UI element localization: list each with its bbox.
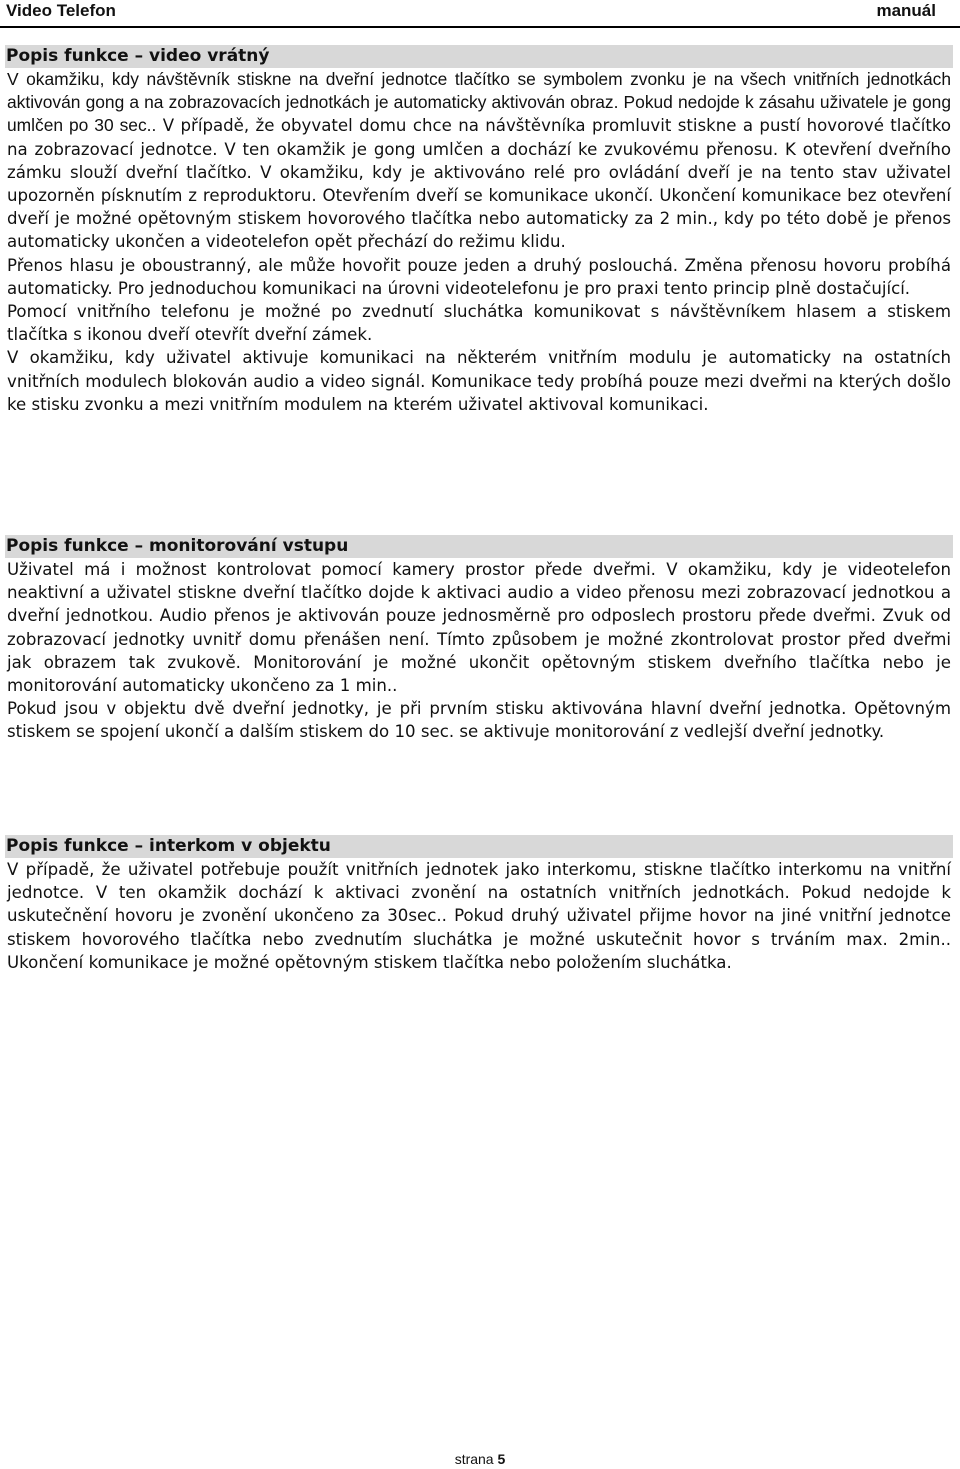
paragraph: Pokud jsou v objektu dvě dveřní jednotky, je při prvním stisku aktivována hlavní dveřní jednotka. Opětovným stiskem se spojení ukončí a dalším stiskem do 10 sec. se aktivuje monitorování z vedlejší dveřní jednotky. [7, 699, 951, 742]
document-title: Video Telefon [6, 1, 116, 20]
section-video-doorman [7, 45, 951, 416]
paragraph-text: V okamžiku, kdy návštěvník stiskne na dveřní jednotce tlačítko se symbolem zvonku je na všech vnitřních jednotkách aktivován gong a na zobrazovacích jednotkách je automaticky aktivován obraz. Pokud nedojde k zásahu uživatele je gong umlčen po 30 sec.. [7, 69, 951, 136]
document-type-label: manuál [876, 1, 936, 20]
page-footer [0, 1451, 960, 1467]
paragraph: V případě, že uživatel potřebuje použít vnitřních jednotek jako interkomu, stiskne tlačítko interkomu na vnitřní jednotce. V ten okamžik dochází k aktivaci zvonění na ostatních vnitřních jednotkách. Pokud nedojde k uskutečnění hovoru je zvonění ukončeno za 30sec.. Pokud druhý uživatel přijme hovor na jiné vnitřní jednotce stiskem hovorového tlačítka nebo zvednutím sluchátka je možné uskutečnit hovor s trváním max. 2min.. Ukončení komunikace je možné opětovným stiskem tlačítka nebo položením sluchátka. [7, 860, 951, 972]
paragraph: Přenos hlasu je oboustranný, ale může hovořit pouze jeden a druhý poslouchá. Změna přenosu hovoru probíhá automaticky. Pro jednoduchou komunikaci na úrovni videotelefonu je pro praxi tento princip plně dostačující. [7, 255, 951, 298]
page-number: 5 [497, 1451, 506, 1467]
paragraph-text: V případě, že obyvatel domu chce na návštěvníka promluvit stiskne a pustí hovorové tlačítko na zobrazovací jednotce. V ten okamžik je gong umlčen a dochází ke zvukovému přenosu. K otevření dveřního zámku slouží dveřní tlačítko. V okamžiku, kdy je aktivováno relé pro ovládání dveří je na tento stav uživatel upozorněn písknutím z reproduktoru. Otevřením dveří se komunikace ukončí. Ukončení komunikace bez otevření dveří je možné opětovným stiskem hovorového tlačítka nebo automaticky za 2 min., kdy po této době je přenos automaticky ukončen a videotelefon opět přechází do režimu klidu. [7, 116, 951, 252]
section-entrance-monitoring [7, 535, 951, 744]
page-header [0, 0, 960, 28]
paragraph: V okamžiku, kdy uživatel aktivuje komunikaci na některém vnitřním modulu je automaticky na ostatních vnitřních modulech blokován audio a video signál. Komunikace tedy probíhá pouze mezi dveřmi na kterých došlo ke stisku zvonku a mezi vnitřním modulem na kterém uživatel aktivoval komunikaci. [7, 348, 951, 414]
section-heading: Popis funkce – interkom v objektu [5, 835, 953, 858]
paragraph: Uživatel má i možnost kontrolovat pomocí kamery prostor přede dveřmi. V okamžiku, kdy je videotelefon neaktivní a uživatel stiskne dveřní tlačítko dojde k aktivaci audio a video přenosu mezi zobrazovací jednotkou a dveřní jednotkou. Audio přenos je aktivován pouze jednosměrně pro odposlech prostoru přede dveřmi. Zvuk od zobrazovací jednotky uvnitř domu přenášen není. Tímto způsobem je možné zkontrolovat prostor před dveřmi jak obrazem tak zvukově. Monitorování je možné ukončit opětovným stiskem dveřního tlačítka nebo je monitorování automaticky ukončeno za 1 min.. [7, 560, 951, 696]
section-heading: Popis funkce – monitorování vstupu [5, 535, 953, 558]
section-heading: Popis funkce – video vrátný [5, 45, 953, 68]
paragraph [7, 68, 951, 254]
page-label: strana [454, 1451, 494, 1467]
section-intercom [7, 835, 951, 974]
paragraph: Pomocí vnitřního telefonu je možné po zvednutí sluchátka komunikovat s návštěvníkem hlasem a stiskem tlačítka s ikonou dveří otevřít dveřní zámek. [7, 302, 951, 345]
